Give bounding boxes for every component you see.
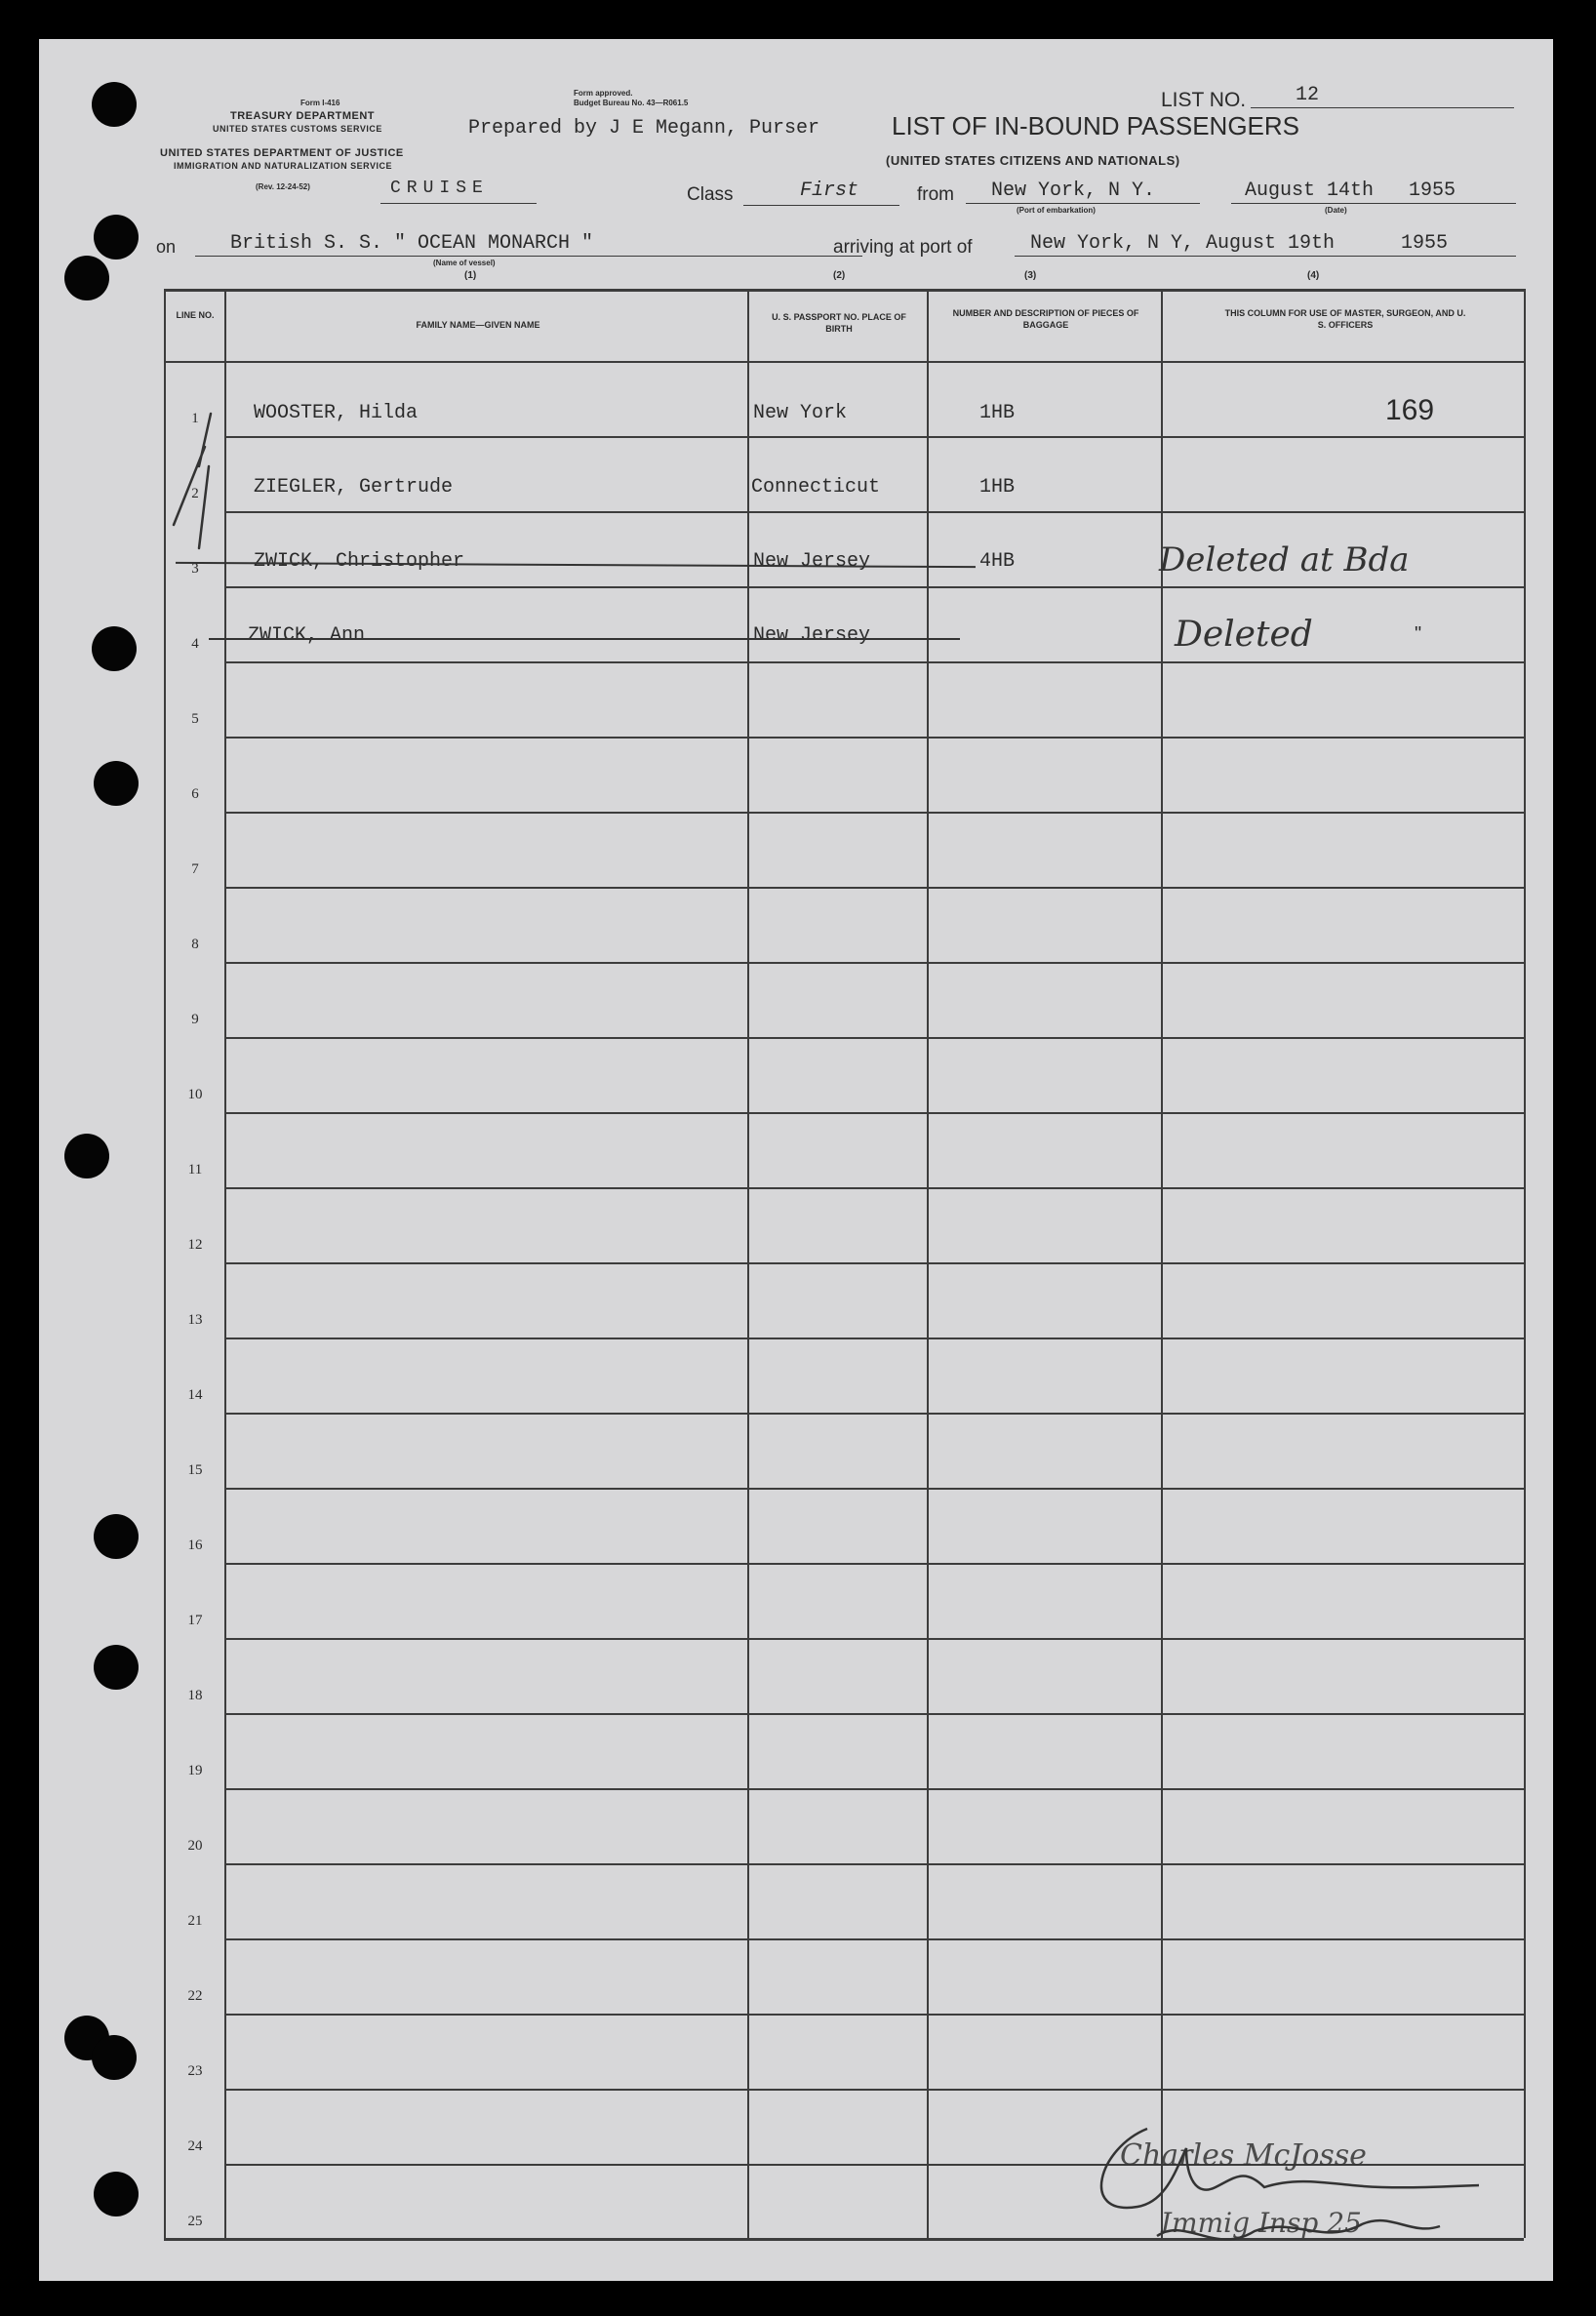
- passenger-birthplace: Connecticut: [751, 476, 881, 499]
- officer-note: 169: [1385, 394, 1435, 426]
- table-row-line: [224, 1713, 1524, 1715]
- passenger-name: ZIEGLER, Gertrude: [254, 476, 454, 499]
- manifest-page: [39, 39, 1553, 2281]
- line-number: 9: [191, 1012, 199, 1027]
- revision: (Rev. 12-24-52): [256, 182, 310, 191]
- table-row-line: [224, 812, 1524, 814]
- passenger-baggage: 1HB: [979, 476, 1016, 499]
- table-left-border: [164, 289, 166, 2238]
- table-row-line: [224, 511, 1524, 513]
- line-number: 19: [187, 1763, 203, 1778]
- passenger-name: ZWICK, Ann: [248, 624, 366, 647]
- class-label: Class: [687, 184, 734, 205]
- ins-service: IMMIGRATION AND NATURALIZATION SERVICE: [174, 161, 392, 171]
- punch-hole: [94, 761, 139, 806]
- line-number: 25: [187, 2214, 203, 2229]
- list-number: 12: [1296, 84, 1320, 106]
- table-row-line: [224, 2089, 1524, 2091]
- table-row-line: [224, 1788, 1524, 1790]
- line-number: 10: [187, 1087, 203, 1102]
- header-passport: U. S. PASSPORT NO. PLACE OF BIRTH: [772, 312, 906, 334]
- table-row-line: [224, 1338, 1524, 1339]
- table-row-line: [224, 586, 1524, 588]
- line-number: 23: [187, 2063, 203, 2079]
- passenger-birthplace: New York: [753, 402, 848, 424]
- line-number: 16: [187, 1537, 203, 1553]
- punch-hole: [64, 256, 109, 300]
- line-number: 20: [187, 1838, 203, 1854]
- handwritten-deleted-note: Deleted at Bda: [1159, 540, 1410, 579]
- col-caption-3: (3): [1024, 270, 1037, 281]
- header-baggage: NUMBER AND DESCRIPTION OF PIECES OF BAGGAGE: [952, 308, 1139, 330]
- table-row-line: [224, 1638, 1524, 1640]
- punch-hole: [94, 1645, 139, 1690]
- line-number: 7: [191, 861, 199, 877]
- dept-justice: UNITED STATES DEPARTMENT OF JUSTICE: [160, 147, 404, 159]
- line-number: 18: [187, 1688, 203, 1703]
- table-row-line: [224, 1938, 1524, 1940]
- class-underline: [743, 205, 899, 206]
- form-approved: Form approved.: [574, 89, 633, 98]
- treasury-department: TREASURY DEPARTMENT: [230, 110, 376, 122]
- departure-year: 1955: [1409, 180, 1456, 202]
- punch-hole: [94, 215, 139, 260]
- check-mark-icon: [166, 408, 244, 554]
- signature-name: Charles McJosse: [1120, 2138, 1367, 2173]
- passenger-name: WOOSTER, Hilda: [254, 402, 419, 424]
- arrival-year: 1955: [1401, 232, 1449, 255]
- table-row-line: [224, 737, 1524, 739]
- passenger-birthplace: New Jersey: [753, 624, 871, 647]
- line-number: 3: [191, 561, 199, 577]
- passenger-name: ZWICK, Christopher: [254, 550, 465, 573]
- header-bottom-line: [164, 361, 1524, 363]
- departure-date: August 14th: [1245, 180, 1375, 202]
- handwritten-deleted-note: Deleted: [1175, 615, 1313, 655]
- from-port: New York, N Y.: [991, 180, 1156, 202]
- punch-hole: [92, 2035, 137, 2080]
- line-number: 12: [187, 1237, 203, 1253]
- line-number: 15: [187, 1462, 203, 1478]
- table-row-line: [224, 962, 1524, 964]
- punch-hole: [94, 1514, 139, 1559]
- line-number: 24: [187, 2138, 203, 2154]
- signature-title: Immig Insp 25: [1161, 2207, 1362, 2239]
- from-label: from: [917, 184, 954, 205]
- form-number: Form I-416: [300, 99, 340, 107]
- port-caption: (Port of embarkation): [1017, 206, 1096, 215]
- line-number: 2: [191, 486, 199, 501]
- table-row-line: [224, 1488, 1524, 1490]
- cruise-underline: [380, 203, 537, 204]
- line-number: 17: [187, 1613, 203, 1628]
- strike-through-line: [209, 638, 960, 640]
- line-number: 8: [191, 937, 199, 952]
- header-line-no: LINE NO.: [176, 310, 215, 320]
- list-number-label: LIST NO.: [1161, 89, 1247, 111]
- table-row-line: [224, 661, 1524, 663]
- col-caption-1: (1): [464, 270, 477, 281]
- table-row-line: [224, 1563, 1524, 1565]
- date-underline: [1231, 203, 1516, 204]
- class-value: First: [800, 180, 859, 202]
- on-label: on: [156, 237, 177, 257]
- budget-bureau: Budget Bureau No. 43—R061.5: [574, 99, 689, 107]
- punch-hole: [64, 1134, 109, 1178]
- passenger-birthplace: New Jersey: [753, 550, 871, 573]
- header-family-name: FAMILY NAME—GIVEN NAME: [416, 320, 540, 330]
- table-row-line: [224, 2014, 1524, 2016]
- line-number: 4: [191, 636, 199, 652]
- header-officers: THIS COLUMN FOR USE OF MASTER, SURGEON, AND U. S. OFFICERS: [1224, 308, 1466, 330]
- table-row-line: [224, 1037, 1524, 1039]
- passenger-baggage: 1HB: [979, 402, 1016, 424]
- vessel-name: British S. S. " OCEAN MONARCH ": [230, 232, 594, 255]
- col-caption-2: (2): [833, 270, 846, 281]
- table-row-line: [224, 1262, 1524, 1264]
- arrival-underline: [1015, 256, 1516, 257]
- date-caption: (Date): [1325, 206, 1347, 215]
- prepared-by: Prepared by J E Megann, Purser: [468, 117, 820, 140]
- vessel-underline: [195, 256, 862, 257]
- line-number: 13: [187, 1312, 203, 1328]
- vessel-caption: (Name of vessel): [433, 259, 496, 267]
- table-top-border: [164, 289, 1524, 292]
- arrival-info: New York, N Y, August 19th: [1030, 232, 1336, 255]
- punch-hole: [92, 82, 137, 127]
- arriving-label: arriving at port of: [833, 237, 973, 258]
- line-number: 21: [187, 1913, 203, 1929]
- line-number: 11: [187, 1162, 203, 1178]
- line-number: 14: [187, 1387, 203, 1403]
- list-number-underline: [1251, 107, 1514, 108]
- table-row-line: [224, 1413, 1524, 1415]
- table-row-line: [224, 887, 1524, 889]
- table-row-line: [224, 1112, 1524, 1114]
- table-row-line: [224, 1863, 1524, 1865]
- document-subtitle: (UNITED STATES CITIZENS AND NATIONALS): [886, 153, 1180, 168]
- line-number: 5: [191, 711, 199, 727]
- document-title: LIST OF IN-BOUND PASSENGERS: [892, 111, 1300, 140]
- punch-hole: [94, 2172, 139, 2216]
- passenger-baggage: 4HB: [979, 550, 1016, 573]
- punch-hole: [92, 626, 137, 671]
- cruise-label: CRUISE: [390, 179, 489, 198]
- table-row-line: [224, 1187, 1524, 1189]
- ditto-mark: ": [1415, 623, 1422, 645]
- table-row-line: [224, 436, 1524, 438]
- line-number: 22: [187, 1988, 203, 2004]
- table-right-border: [1524, 289, 1526, 2238]
- customs-service: UNITED STATES CUSTOMS SERVICE: [213, 124, 382, 134]
- col-caption-4: (4): [1307, 270, 1320, 281]
- from-underline: [966, 203, 1200, 204]
- line-number: 1: [191, 411, 199, 426]
- line-number: 6: [191, 786, 199, 802]
